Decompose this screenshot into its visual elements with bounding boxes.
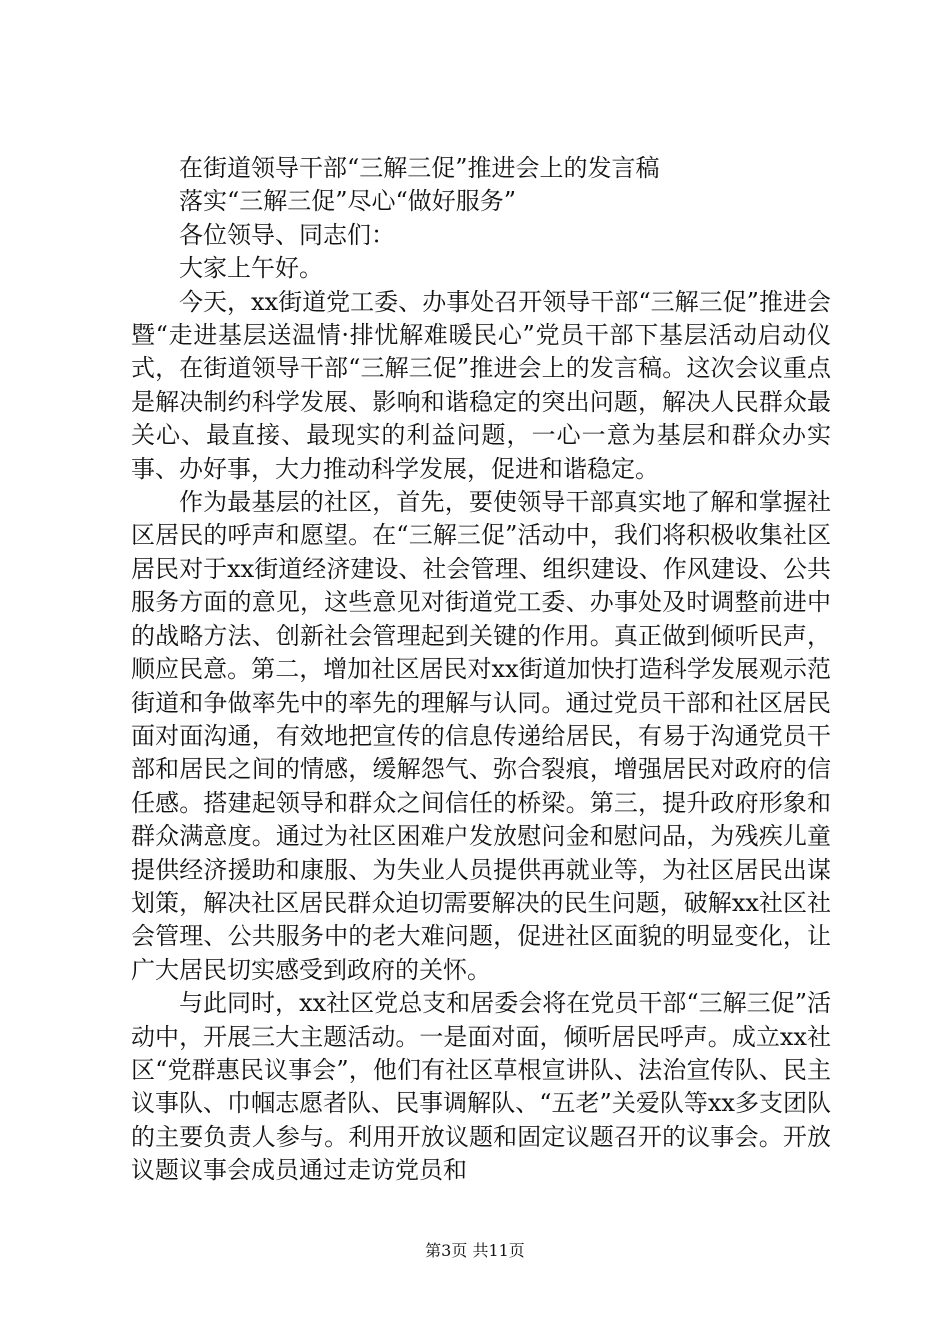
paragraph-2: 作为最基层的社区，首先，要使领导干部真实地了解和掌握社区居民的呼声和愿望。在“三解三促”活动中，我们将积极收集社区居民对于xx街道经济建设、社会管理、组织建设、作风建设、公共服务方面的意见，这些意见对街道党工委、办事处及时调整前进中的战略方法、创新社会管理起到关键的作用。真正做到倾听民声，顺应民意。第二，增加社区居民对xx街道加快打造科学发展观示范街道和争做率先中的率先的理解与认同。通过党员干部和社区居民面对面沟通，有效地把宣传的信息传递给居民，有易于沟通党员干部和居民之间的情感，缓解怨气、弥合裂痕，增强居民对政府的信任感。搭建起领导和群众之间信任的桥梁。第三，提升政府形象和群众满意度。通过为社区困难户发放慰问金和慰问品，为残疾儿童提供经济援助和康服、为失业人员提供再就业等，为社区居民出谋划策，解决社区居民群众迫切需要解决的民生问题，破解xx社区社会管理、公共服务中的老大难问题，促进社区面貌的明显变化，让广大居民切实感受到政府的关怀。 bbox=[131, 488, 831, 984]
document-title: 在街道领导干部“三解三促”推进会上的发言稿 bbox=[179, 154, 660, 182]
greeting: 大家上午好。 bbox=[179, 254, 323, 283]
salutation: 各位领导、同志们： bbox=[179, 220, 395, 249]
document-body bbox=[131, 152, 831, 1188]
paragraph-3: 与此同时，xx社区党总支和居委会将在党员干部“三解三促”活动中，开展三大主题活动。一是面对面，倾听居民呼声。成立xx社区“党群惠民议事会”，他们有社区草根宣讲队、法治宣传队、民主议事队、巾帼志愿者队、民事调解队、“五老”关爱队等xx多支团队的主要负责人参与。利用开放议题和固定议题召开的议事会。开放议题议事会成员通过走访党员和 bbox=[131, 989, 831, 1185]
paragraph-1: 今天，xx街道党工委、办事处召开领导干部“三解三促”推进会暨“走进基层送温情·排忧解难暖民心”党员干部下基层活动启动仪式，在街道领导干部“三解三促”推进会上的发言稿。这次会议重点是解决制约科学发展、影响和谐稳定的突出问题，解决人民群众最关心、最直接、最现实的利益问题，一心一意为基层和群众办实事、办好事，大力推动科学发展，促进和谐稳定。 bbox=[131, 287, 831, 483]
document-subtitle: 落实“三解三促”尽心“做好服务” bbox=[179, 187, 517, 216]
page-footer: 第3页 共11页 bbox=[425, 1241, 525, 1260]
